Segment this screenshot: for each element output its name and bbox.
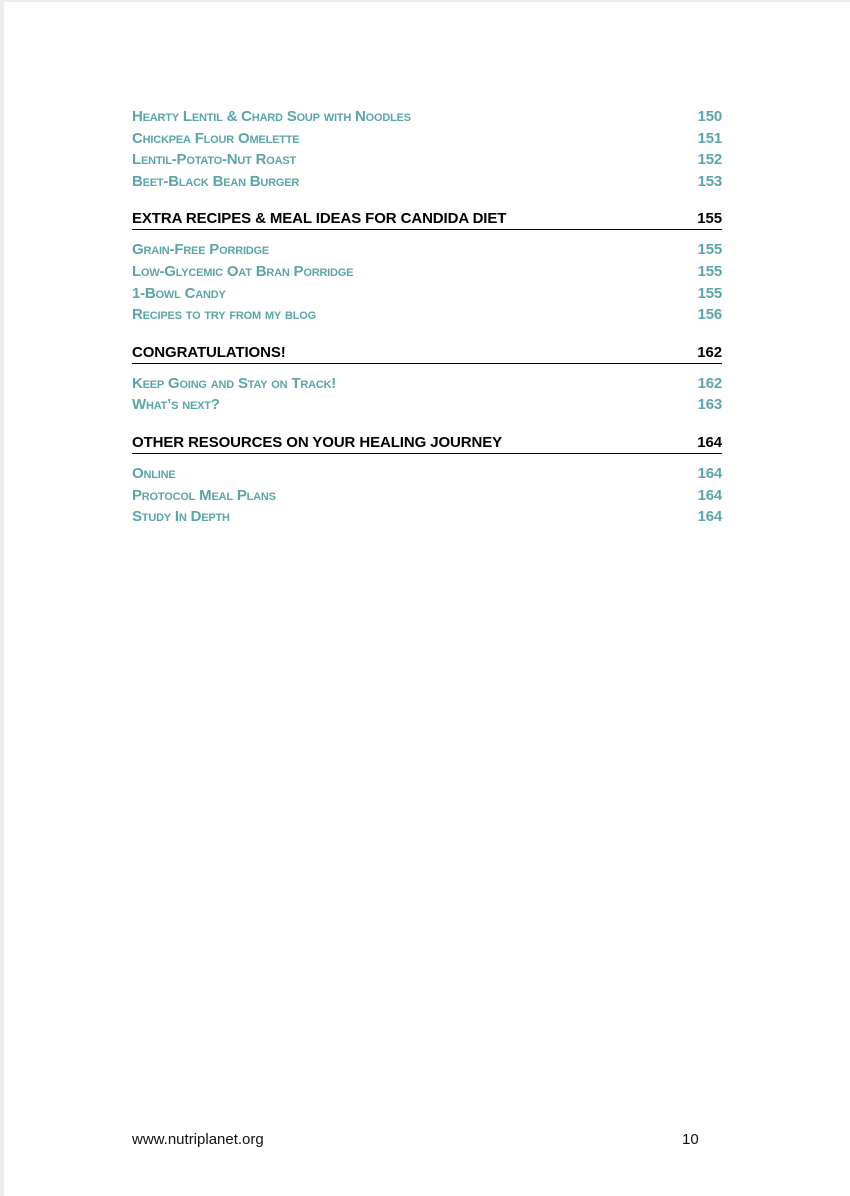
toc-entry-page: 164	[697, 508, 722, 526]
toc-entry-page: 155	[697, 284, 722, 302]
toc-entry[interactable]	[132, 506, 722, 528]
toc-entry[interactable]	[132, 239, 722, 261]
toc-section-page: 164	[697, 433, 722, 451]
toc-entry-title: Beet-Black Bean Burger	[132, 172, 300, 190]
toc-entry-page: 156	[697, 306, 722, 324]
toc-entry-page: 152	[697, 151, 722, 169]
toc-entry-title: Hearty Lentil & Chard Soup with Noodles	[132, 108, 411, 125]
footer-website-url[interactable]: www.nutriplanet.org	[132, 1131, 264, 1148]
toc-entry[interactable]	[132, 283, 722, 305]
toc-entry-title: What’s next?	[132, 396, 220, 414]
toc-entry-title: Study In Depth	[132, 508, 230, 526]
footer-page-number: 10	[682, 1131, 699, 1148]
toc-entry[interactable]	[132, 106, 722, 128]
toc-section-page: 155	[697, 210, 722, 228]
document-page	[4, 2, 850, 1196]
toc-entry-page: 164	[697, 486, 722, 504]
toc-entry[interactable]	[132, 171, 722, 193]
toc-entry-page: 155	[697, 241, 722, 259]
toc-section-title: EXTRA RECIPES & MEAL IDEAS FOR CANDIDA DIET	[132, 210, 507, 228]
toc-entry-page: 151	[697, 129, 722, 147]
toc-entry-page: 150	[697, 108, 722, 125]
toc-entry[interactable]	[132, 373, 722, 395]
table-of-contents	[132, 106, 722, 528]
toc-entry-title: Chickpea Flour Omelette	[132, 129, 300, 147]
toc-entry-title: Lentil-Potato-Nut Roast	[132, 151, 297, 169]
toc-section-title: OTHER RESOURCES ON YOUR HEALING JOURNEY	[132, 433, 503, 451]
toc-entry[interactable]	[132, 485, 722, 507]
toc-entry[interactable]	[132, 304, 722, 326]
toc-entry-title: Grain-Free Porridge	[132, 241, 270, 259]
toc-entry-title: Online	[132, 464, 176, 482]
toc-section-heading[interactable]	[132, 209, 722, 230]
toc-entry[interactable]	[132, 261, 722, 283]
toc-entry-title: Low-Glycemic Oat Bran Porridge	[132, 262, 354, 280]
toc-entry[interactable]	[132, 463, 722, 485]
toc-entry-page: 163	[697, 396, 722, 414]
toc-entry-page: 153	[697, 172, 722, 190]
toc-section-heading[interactable]	[132, 433, 722, 454]
toc-entry-title: Protocol Meal Plans	[132, 486, 276, 504]
toc-entry-title: Keep Going and Stay on Track!	[132, 374, 337, 392]
toc-entry-page: 155	[697, 262, 722, 280]
toc-entry[interactable]	[132, 128, 722, 150]
toc-entry[interactable]	[132, 149, 722, 171]
toc-entry[interactable]	[132, 394, 722, 416]
toc-section-heading[interactable]	[132, 343, 722, 364]
toc-section-title: CONGRATULATIONS!	[132, 343, 286, 361]
toc-entry-page: 162	[697, 374, 722, 392]
toc-entry-title: Recipes to try from my blog	[132, 306, 316, 324]
toc-entry-title: 1-Bowl Candy	[132, 284, 226, 302]
toc-entry-page: 164	[697, 464, 722, 482]
toc-section-page: 162	[697, 343, 722, 361]
